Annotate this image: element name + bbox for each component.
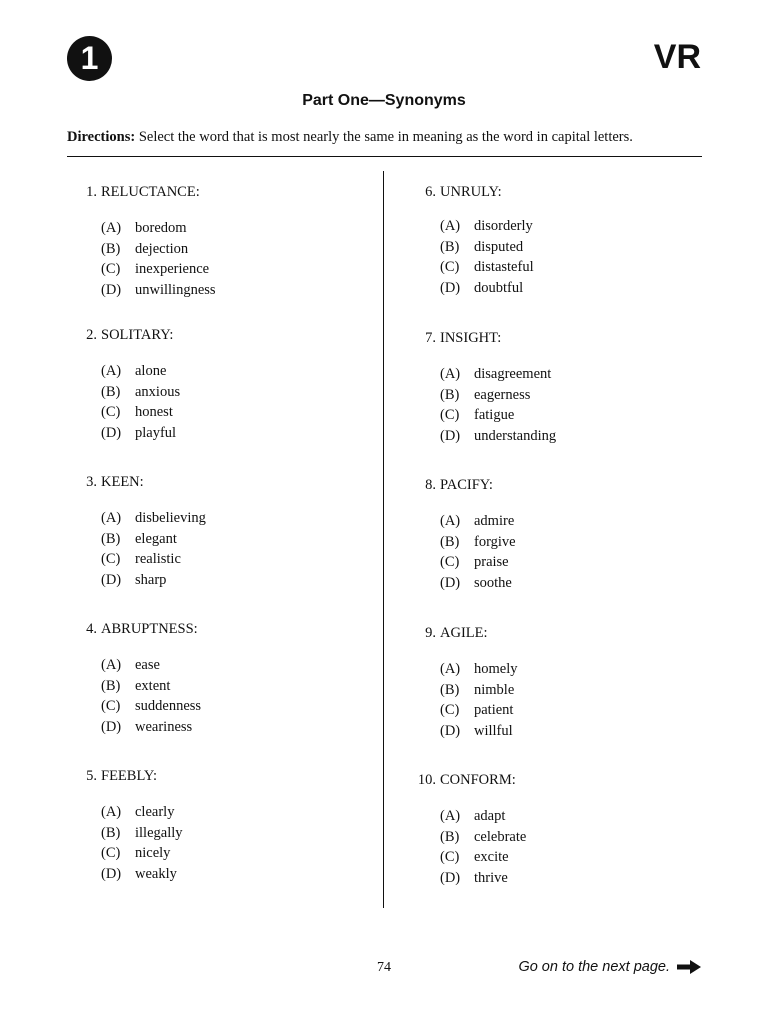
answer-options: [101, 655, 201, 737]
question-number: 8.: [425, 477, 436, 493]
option-text: boredom: [135, 220, 187, 237]
option-d[interactable]: [101, 280, 216, 301]
section-number: 1: [80, 40, 99, 76]
option-letter: (D): [440, 574, 461, 591]
option-text: thrive: [474, 869, 508, 886]
option-text: willful: [474, 722, 513, 739]
option-text: inexperience: [135, 261, 210, 278]
option-text: dejection: [135, 240, 189, 257]
option-d[interactable]: [101, 570, 206, 591]
option-a[interactable]: [101, 655, 201, 676]
option-b[interactable]: [440, 680, 518, 701]
option-text: soothe: [474, 574, 512, 591]
option-a[interactable]: [440, 216, 534, 237]
option-text: alone: [135, 363, 167, 380]
answer-options: [440, 659, 518, 741]
option-letter: (A): [101, 657, 122, 674]
answer-options: [101, 508, 206, 590]
option-text: honest: [135, 404, 173, 421]
option-a[interactable]: [101, 218, 216, 239]
option-letter: (D): [440, 427, 461, 444]
option-letter: (D): [101, 865, 122, 882]
option-letter: (B): [440, 828, 460, 845]
answer-options: [440, 511, 516, 593]
option-text: clearly: [135, 804, 175, 821]
question-1: [66, 182, 216, 300]
option-letter: (C): [101, 698, 121, 715]
option-letter: (D): [440, 869, 461, 886]
question-number: 7.: [425, 330, 436, 346]
option-text: celebrate: [474, 828, 527, 845]
option-text: elegant: [135, 530, 177, 547]
page-number: 74: [377, 960, 391, 975]
option-text: nicely: [135, 845, 171, 862]
option-letter: (C): [440, 554, 460, 571]
option-c[interactable]: [440, 847, 526, 868]
option-letter: (A): [101, 804, 122, 821]
option-text: suddenness: [135, 698, 202, 715]
option-d[interactable]: [101, 423, 180, 444]
question-number: 3.: [86, 474, 97, 490]
option-c[interactable]: [101, 549, 206, 570]
option-a[interactable]: [101, 802, 183, 823]
answer-options: [440, 806, 526, 888]
question-word: FEEBLY:: [101, 768, 158, 784]
option-text: patient: [474, 702, 514, 719]
question-number: 4.: [86, 621, 97, 637]
option-b[interactable]: [101, 382, 180, 403]
option-letter: (B): [101, 383, 121, 400]
option-text: disputed: [474, 238, 524, 255]
option-letter: (C): [440, 849, 460, 866]
option-text: forgive: [474, 533, 516, 550]
header-rule: [67, 156, 702, 157]
option-text: ease: [135, 657, 160, 674]
question-word: PACIFY:: [440, 477, 493, 493]
option-c[interactable]: [101, 259, 216, 280]
option-text: weariness: [135, 718, 193, 735]
option-letter: (C): [101, 404, 121, 421]
question-9: [405, 623, 518, 741]
section-code: VR: [653, 38, 701, 76]
option-letter: (D): [101, 281, 122, 298]
option-letter: (B): [440, 681, 460, 698]
answer-options: [101, 802, 183, 884]
question-word: UNRULY:: [440, 184, 502, 200]
option-letter: (D): [440, 722, 461, 739]
option-d[interactable]: [440, 426, 556, 447]
option-letter: (B): [101, 530, 121, 547]
question-8: [405, 475, 516, 593]
option-text: admire: [474, 513, 515, 530]
question-10: [405, 770, 526, 888]
option-letter: (B): [101, 240, 121, 257]
option-d[interactable]: [101, 717, 201, 738]
question-number: 1.: [86, 184, 97, 200]
option-text: nimble: [474, 681, 515, 698]
option-letter: (B): [440, 386, 460, 403]
option-c[interactable]: [440, 552, 516, 573]
question-word: RELUCTANCE:: [101, 184, 200, 200]
directions-text: Select the word that is most nearly the same in meaning as the word in capital letters.: [138, 129, 633, 145]
option-letter: (A): [440, 366, 461, 383]
option-c[interactable]: [440, 257, 534, 278]
part-title: Part One—Synonyms: [302, 92, 466, 109]
option-letter: (C): [440, 407, 460, 424]
option-text: excite: [474, 849, 509, 866]
question-word: SOLITARY:: [101, 327, 174, 343]
option-letter: (A): [440, 218, 461, 235]
option-d[interactable]: [101, 864, 183, 885]
option-text: doubtful: [474, 279, 524, 296]
option-letter: (B): [440, 533, 460, 550]
option-a[interactable]: [440, 806, 526, 827]
option-text: weakly: [135, 865, 177, 882]
column-divider: [383, 171, 384, 908]
answer-options: [440, 216, 534, 298]
answer-options: [101, 361, 180, 443]
question-word: AGILE:: [440, 625, 488, 641]
directions: [67, 129, 633, 146]
option-text: playful: [135, 424, 177, 441]
option-text: unwillingness: [135, 281, 216, 298]
option-letter: (C): [440, 259, 460, 276]
directions-label: Directions:: [67, 129, 136, 145]
option-text: sharp: [135, 571, 167, 588]
option-letter: (C): [101, 551, 121, 568]
question-word: INSIGHT:: [440, 330, 502, 346]
option-letter: (C): [101, 845, 121, 862]
question-number: 5.: [86, 768, 97, 784]
option-a[interactable]: [101, 508, 206, 529]
option-letter: (A): [440, 661, 461, 678]
option-text: adapt: [474, 808, 506, 825]
option-c[interactable]: [440, 700, 518, 721]
option-letter: (B): [101, 824, 121, 841]
option-letter: (B): [440, 238, 460, 255]
option-text: fatigue: [474, 407, 515, 424]
option-b[interactable]: [101, 529, 206, 550]
option-text: extent: [135, 677, 171, 694]
option-letter: (C): [101, 261, 121, 278]
option-text: anxious: [135, 383, 181, 400]
question-4: [66, 619, 201, 737]
question-2: [66, 325, 180, 443]
question-number: 10.: [417, 772, 436, 788]
option-text: disagreement: [474, 366, 552, 383]
option-letter: (C): [440, 702, 460, 719]
option-letter: (D): [440, 279, 461, 296]
question-5: [66, 766, 183, 884]
option-text: distasteful: [474, 259, 534, 276]
option-text: homely: [474, 661, 518, 678]
option-d[interactable]: [440, 573, 516, 594]
question-number: 9.: [425, 625, 436, 641]
answer-options: [101, 218, 216, 300]
option-d[interactable]: [440, 721, 518, 742]
question-word: KEEN:: [101, 474, 144, 490]
option-d[interactable]: [440, 868, 526, 889]
option-letter: (A): [101, 363, 122, 380]
option-b[interactable]: [440, 385, 556, 406]
option-b[interactable]: [440, 237, 534, 258]
option-a[interactable]: [440, 659, 518, 680]
option-d[interactable]: [440, 278, 534, 299]
question-7: [405, 328, 556, 446]
question-number: 2.: [86, 327, 97, 343]
next-page-text: Go on to the next page.: [518, 959, 670, 975]
option-b[interactable]: [440, 827, 526, 848]
option-letter: (A): [101, 510, 122, 527]
option-letter: (A): [101, 220, 122, 237]
option-b[interactable]: [101, 823, 183, 844]
option-letter: (D): [101, 571, 122, 588]
option-text: realistic: [135, 551, 181, 568]
option-text: praise: [474, 554, 509, 571]
arrow-right-icon: [677, 960, 701, 974]
question-word: CONFORM:: [440, 772, 516, 788]
question-3: [66, 472, 206, 590]
option-a[interactable]: [440, 364, 556, 385]
option-text: disorderly: [474, 218, 533, 235]
option-b[interactable]: [440, 532, 516, 553]
option-letter: (D): [101, 718, 122, 735]
question-number: 6.: [425, 184, 436, 200]
option-c[interactable]: [101, 402, 180, 423]
option-c[interactable]: [440, 405, 556, 426]
option-c[interactable]: [101, 843, 183, 864]
option-a[interactable]: [440, 511, 516, 532]
option-b[interactable]: [101, 676, 201, 697]
option-b[interactable]: [101, 239, 216, 260]
question-6: [405, 182, 534, 298]
option-text: eagerness: [474, 386, 531, 403]
option-c[interactable]: [101, 696, 201, 717]
option-text: illegally: [135, 824, 183, 841]
option-letter: (B): [101, 677, 121, 694]
next-page-prompt[interactable]: [518, 959, 701, 975]
section-number-badge: [67, 36, 112, 81]
answer-options: [440, 364, 556, 446]
option-a[interactable]: [101, 361, 180, 382]
option-text: understanding: [474, 427, 557, 444]
option-letter: (A): [440, 513, 461, 530]
option-letter: (D): [101, 424, 122, 441]
option-text: disbelieving: [135, 510, 206, 527]
option-letter: (A): [440, 808, 461, 825]
question-word: ABRUPTNESS:: [101, 621, 198, 637]
